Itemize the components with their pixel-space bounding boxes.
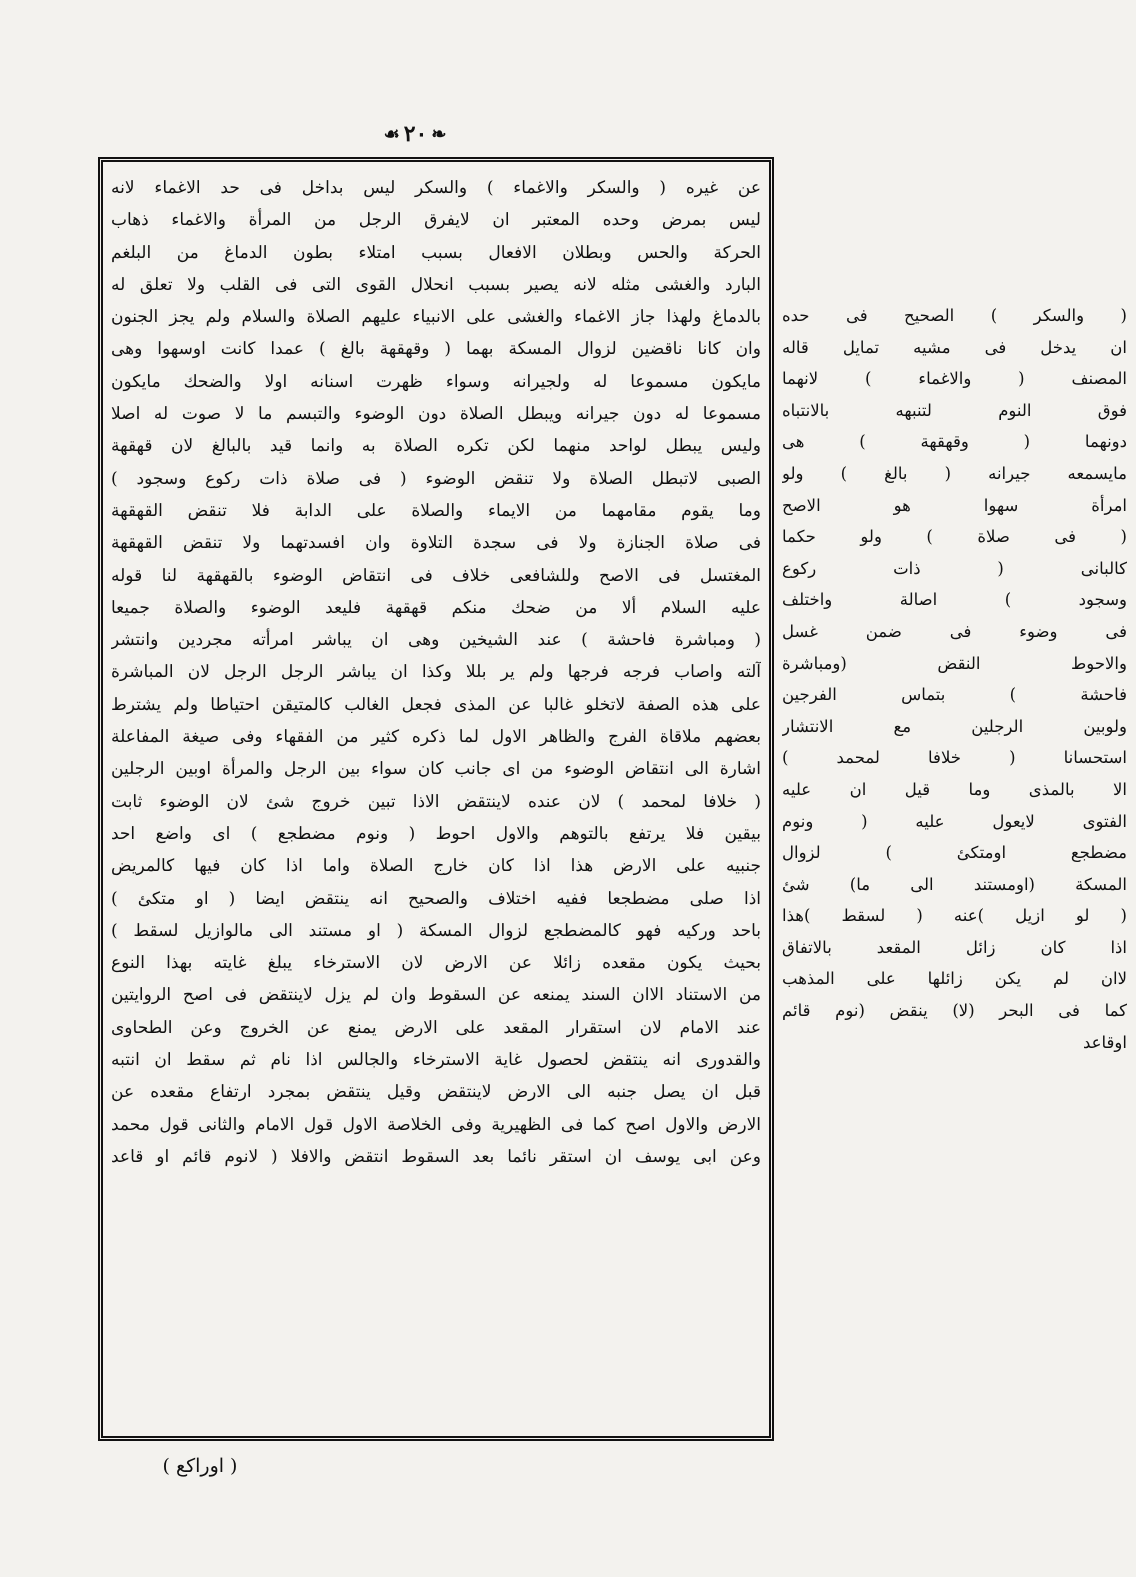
main-line: عن غيره ( والسكر والاغماء ) والسكر ليس بداخل فى حد الاغماء لانه xyxy=(111,178,761,198)
main-line: اذا صلى مضطجعا ففيه اختلاف والصحيح انه ينتقض ايضا ( او متكئ ) xyxy=(111,888,761,909)
main-line: بعضهم ملاقاة الفرج والظاهر الاول لما ذكره كثير من الفقهاء وفى صيغة المفاعلة xyxy=(111,727,761,748)
main-line: عليه السلام ألا من ضحك منكم قهقهة فليعد الوضوء والصلاة جميعا xyxy=(111,597,761,618)
main-line: جنبيه على الارض هذا اذا كان خارج الصلاة واما اذا كان فيها كالمريض xyxy=(111,856,761,877)
main-line: وليس يبطل لواحد منهما لكن تكره الصلاة به وانما قيد بالبالغ لان قهقهة xyxy=(111,436,761,457)
side-line: المسكة (اومستند الى ما) شئ xyxy=(782,874,1127,894)
side-line: الا بالمذى وما قيل ان عليه xyxy=(782,779,1127,799)
main-line: قبل ان يصل جنبه الى الارض لاينتقض وقيل ينتقض بمجرد ارتفاع مقعده عن xyxy=(111,1082,761,1103)
main-text-frame xyxy=(98,157,774,1441)
main-line: من الاستناد الاان السند يمنعه عن السقوط وان لم يزل لاينتقض فى اصح الروايتين xyxy=(111,985,761,1006)
side-line: والاحوط النقض (ومباشرة xyxy=(782,653,1127,673)
main-line: بالدماغ ولهذا جاز الاغماء والغشى على الانبياء عليهم الصلاة والسلام ولم يجز الجنون xyxy=(111,307,761,328)
main-text-block xyxy=(111,172,761,1426)
main-line: وعن ابى يوسف ان استقر نائما بعد السقوط انتقض والافلا ( لانوم قائم او قاعد xyxy=(111,1146,761,1167)
side-line: استحسانا ( خلافا لمحمد ) xyxy=(782,748,1127,768)
side-line: المصنف ( والاغماء ) لانهما xyxy=(782,369,1127,389)
side-line: مضطجع اومتكئ ) لزوال xyxy=(782,843,1127,863)
side-line: فوق النوم لتنبهه بالانتباه xyxy=(782,400,1127,420)
main-line: الحركة والحس وبطلان الافعال بسبب امتلاء بطون الدماغ من البلغم xyxy=(111,242,761,263)
catchword: ( اوراكع ) xyxy=(162,1455,238,1477)
main-line: بحيث يكون مقعده زائلا عن الارض لان الاسترخاء يبلغ غايته بهذا النوع xyxy=(111,953,761,974)
side-line: كالبانى ( ذات ركوع xyxy=(782,558,1127,578)
main-line: المغتسل فى الاصح وللشافعى خلاف فى انتقاض الوضوء بالقهقهة لنا قوله xyxy=(111,565,761,586)
side-line: اوقاعد xyxy=(1083,1032,1127,1052)
main-line: فى صلاة الجنازة ولا فى سجدة التلاوة وان افسدتهما ولا تنقض القهقهة xyxy=(111,533,761,554)
main-line: مسموعا له دون جيرانه ويبطل الصلاة دون الوضوء والتبسم ما لا صوت له اصلا xyxy=(111,404,761,425)
side-line: دونهما ( وقهقهة ) هى xyxy=(782,432,1127,452)
side-line: ( فى صلاة ) ولو حكما xyxy=(782,527,1127,547)
side-line: مايسمعه جيرانه ( بالغ ) ولو xyxy=(782,463,1127,483)
main-line: اشارة الى انتقاض الوضوء من اى جانب كان سواء بين الرجل والمرأة اوبين الرجلين xyxy=(111,759,761,780)
main-line: على هذه الصفة لاتخلو غالبا عن المذى فجعل الغالب كالمتيقن احتياطا ولم يشترط xyxy=(111,694,761,715)
main-line: باحد وركيه فهو كالمضطجع لزوال المسكة ( او مستند الى مالوازيل لسقط ) xyxy=(111,920,761,941)
main-line: ( خلافا لمحمد ) لان عنده لاينتقض الاذا تبين خروج شئ لان الوضوء ثابت xyxy=(111,791,761,812)
side-line: الفتوى لايعول عليه ( ونوم xyxy=(782,811,1127,831)
side-line: فاحشة ) بتماس الفرجين xyxy=(782,685,1127,705)
side-line: اذا كان زائل المقعد بالاتفاق xyxy=(782,937,1127,957)
side-line: فى وضوء فى ضمن غسل xyxy=(782,621,1127,641)
main-line: البارد والغشى مثله لانه يصير بسبب انحلال القوى التى فى القلب ولا تعلق له xyxy=(111,274,761,295)
page-number-text: ٢٠ xyxy=(403,121,428,147)
side-line: كما فى البحر (لا) ينقض (نوم قائم xyxy=(782,1001,1127,1021)
page-number xyxy=(355,116,475,152)
main-line: عند الامام لان استقرار المقعد على الارض يمنع عن الخروج وعن الطحاوى xyxy=(111,1017,761,1038)
main-line: الصبى لاتبطل الصلاة ولا تنقض الوضوء ( فى صلاة ذات ركوع وسجود ) xyxy=(111,468,761,489)
main-line: مايكون مسموعا له ولجيرانه وسواء ظهرت اسنانه اولا والضحك مايكون xyxy=(111,371,761,392)
side-line: امرأة سهوا هو الاصح xyxy=(782,495,1127,515)
main-line: وان كانا ناقضين لزوال المسكة بهما ( وقهقهة بالغ ) عمدا كانت اوسهوا وهى xyxy=(111,339,761,360)
main-line: وما يقوم مقامهما من الايماء والصلاة على الدابة فلا تنقض القهقهة xyxy=(111,500,761,521)
main-line: والقدورى انه ينتقض لحصول غاية الاسترخاء والجالس اذا نام ثم سقط ان انتبه xyxy=(111,1050,761,1071)
side-line: ( والسكر ) الصحيح فى حده xyxy=(782,306,1127,325)
main-line: ( ومباشرة فاحشة ) عند الشيخين وهى ان يباشر امرأته مجردين وانتشر xyxy=(111,630,761,651)
side-line: ولوبين الرجلين مع الانتشار xyxy=(782,716,1127,736)
main-line: ليس بمرض وحده المعتبر ان لايفرق الرجل من المرأة والاغماء ذهاب xyxy=(111,210,761,231)
main-line: بيقين فلا يرتفع بالتوهم والاول احوط ( ونوم مضطجع ) اى واضع احد xyxy=(111,823,761,844)
marginal-commentary xyxy=(782,300,1127,1058)
ornament-left-icon: ❧ xyxy=(431,123,447,145)
main-line: آلته واصاب فرجه فرجها ولم ير بللا وكذا ان يباشر الرجل الرجل لان المباشرة xyxy=(111,662,761,683)
main-line: الارض والاول اصح كما فى الظهيرية وفى الخلاصة الاول قول الامام والثانى قول محمد xyxy=(111,1114,761,1135)
side-line: ( لو ازيل )عنه ( لسقط )هذا xyxy=(782,906,1127,926)
side-line: ان يدخل فى مشيه تمايل قاله xyxy=(782,337,1127,357)
ornament-right-icon: ☙ xyxy=(383,123,400,145)
side-line: وسجود ) اصالة واختلف xyxy=(782,590,1127,610)
side-line: لاان لم يكن زائلها على المذهب xyxy=(782,969,1127,989)
